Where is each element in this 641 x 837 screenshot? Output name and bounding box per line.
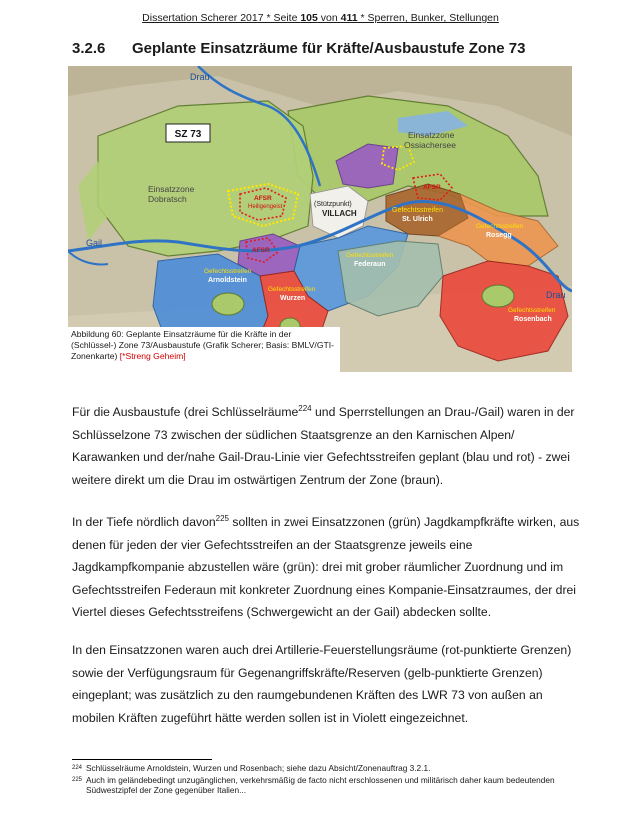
label-federaun-1: Gefechtsstreifen [346, 252, 394, 259]
label-villach-1: (Stützpunkt) [314, 201, 352, 208]
footnote-225 [72, 776, 572, 795]
zone-tag: SZ 73 [174, 129, 202, 140]
section-number: 3.2.6 [72, 40, 106, 57]
header-prefix: Dissertation Scherer 2017 * Seite [142, 12, 301, 24]
footnote-text: Auch im geländebedingt unzugänglichen, verkehrsmäßig de facto nicht erschlossenen und militärisch daher kaum bedeutenden Südwestzipfel der Zone gegenüber Italien... [86, 775, 555, 795]
footnote-224 [72, 764, 572, 774]
paragraph-1-text-b: und Sperrstellungen an Drau-/Gail) waren in der Schlüsselzone 73 zwischen der südlichen Staatsgrenze an den Karnischen Alpen/ Karawanken und der/nahe Gail-Drau-Linie vier Gefechtsstreifen geplant (blau und rot) - zwei weitere direkt um die Drau im ostwärtigen Zentrum der Zone (braun). [72, 405, 575, 487]
label-wurzen-2: Wurzen [280, 295, 306, 302]
footnote-text: Schlüsselräume Arnoldstein, Wurzen und Rosenbach; siehe dazu Absicht/Zonenauftrag 3.2.1. [86, 763, 431, 773]
label-arnoldstein-1: Gefechtsstreifen [204, 268, 252, 275]
footnote-separator [72, 759, 212, 760]
header-page-number: 105 [300, 12, 318, 24]
paragraph-2-text-a: In der Tiefe nördlich davon [72, 515, 216, 530]
label-dobratsch-2: Dobratsch [148, 194, 187, 204]
company-area-arnoldstein [212, 293, 244, 315]
label-stulrich-2: St. Ulrich [402, 216, 433, 223]
caption-text: Abbildung 60: Geplante Einsatzräume für die Kräfte in der (Schlüssel-) Zone 73/Ausbaustufe (Grafik Scherer; Basis: BMLV/GTI-Zonenkarte) [71, 329, 334, 361]
label-stulrich-1: Gefechtsstreifen [392, 207, 443, 214]
label-afsr-1: AFSR [254, 195, 272, 202]
label-federaun-2: Federaun [354, 261, 386, 268]
label-rosegg-1: Gefechtsstreifen [476, 223, 524, 230]
paragraph-2 [72, 508, 582, 624]
label-drau-north: Drau [190, 72, 210, 82]
label-drau-east: Drau [546, 290, 566, 300]
footnote-ref-224[interactable]: 224 [298, 404, 312, 413]
label-villach-2: VILLACH [322, 209, 357, 218]
header-line [142, 12, 499, 24]
label-afsr-1-name: Heiligengeist [248, 204, 283, 210]
footnote-ref-225[interactable]: 225 [215, 514, 229, 523]
label-rosenbach-1: Gefechtsstreifen [508, 307, 556, 314]
label-ossiachersee-2: Ossiachersee [404, 140, 456, 150]
paragraph-3-text: In den Einsatzzonen waren auch drei Artillerie-Feuerstellungsräume (rot-punktierte Grenzen) sowie der Verfügungsraum für Gegenangriffskräfte/Reserven (gelb-punktierte Grenzen) eingeplant; was zusätzlich zu den raumgebundenen Kräften des LWR 73 von außen an mobilen Kräften zugeführt hätte werden sollen ist in Violett eingezeichnet. [72, 643, 572, 725]
figure-caption [68, 327, 340, 372]
header-page-total: 411 [340, 12, 358, 24]
paragraph-1 [72, 398, 582, 491]
label-rosenbach-2: Rosenbach [514, 316, 552, 323]
label-wurzen-1: Gefechtsstreifen [268, 286, 316, 293]
label-afsr-3: AFSR [252, 247, 270, 254]
label-afsr-2: AFSR [423, 184, 441, 191]
section-title: Geplante Einsatzräume für Kräfte/Ausbaustufe Zone 73 [132, 40, 526, 57]
paragraph-1-text-a: Für die Ausbaustufe (drei Schlüsselräume [72, 405, 299, 420]
label-dobratsch-1: Einsatzzone [148, 184, 195, 194]
label-arnoldstein-2: Arnoldstein [208, 277, 247, 284]
company-area-rosenbach [482, 285, 514, 307]
paragraph-3 [72, 639, 582, 729]
label-rosegg-2: Rosegg [486, 232, 512, 239]
label-ossiachersee-1: Einsatzzone [408, 130, 455, 140]
header-suffix: * Sperren, Bunker, Stellungen [357, 12, 499, 24]
section-heading [72, 40, 525, 57]
label-gail: Gail [86, 238, 103, 248]
footnote-number: 224 [72, 765, 83, 771]
running-header [0, 12, 641, 24]
caption-classification: [*Streng Geheim] [119, 350, 186, 361]
header-mid: von [317, 12, 341, 24]
paragraph-2-text-b: sollten in zwei Einsatzzonen (grün) Jagdkampfkräfte wirken, aus denen für jeden der vier Gefechtsstreifen an der Staatsgrenze jeweils eine Jagdkampfkompanie abzustellen wäre (grün): drei mit grober räumlicher Zuordnung und im Gefechtsstreifen Federaun mit konkreter Zuordnung eines Kompanie-Einsatzraumes, der drei Viertel dieses Gefechtsstreifens (Schwergewicht an der Gail) abdecken sollte. [72, 515, 580, 620]
footnote-number: 225 [72, 777, 83, 783]
